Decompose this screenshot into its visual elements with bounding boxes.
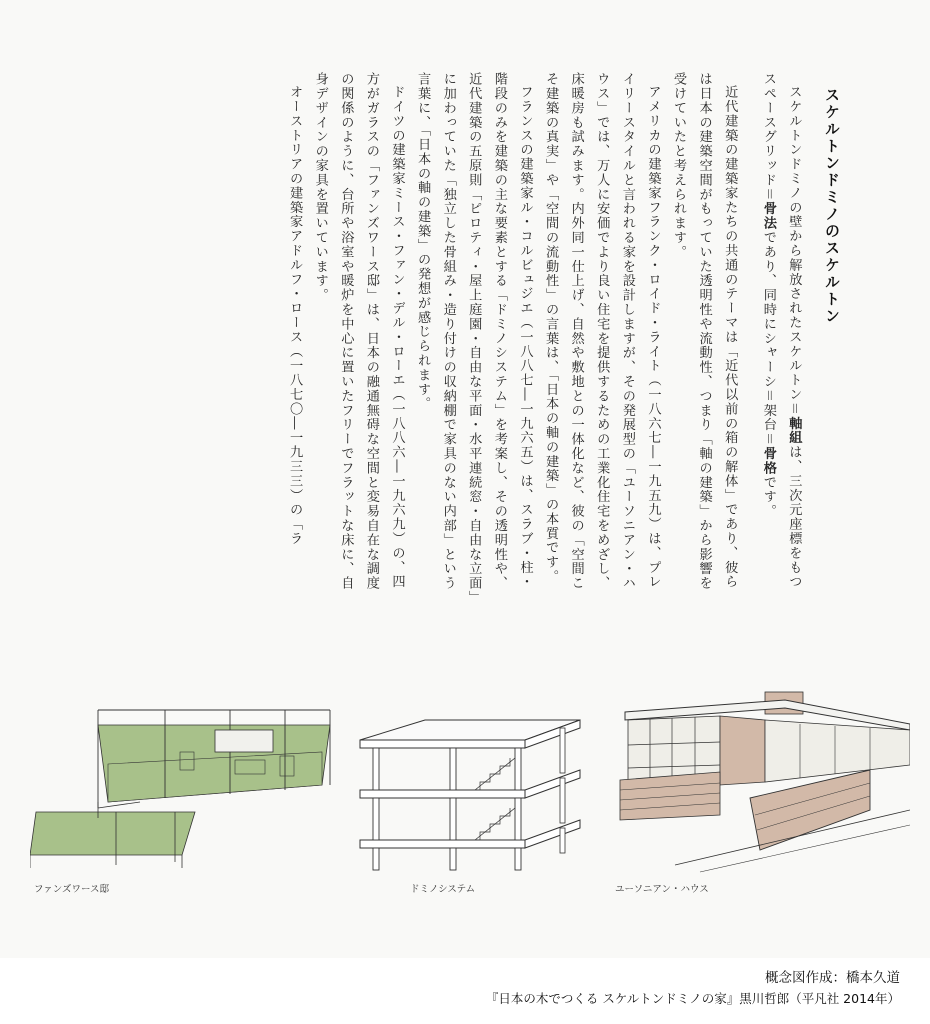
paragraph-loos: オーストリアの建築家アドルフ・ロース（一八七〇―一九三三）の「ラ xyxy=(287,85,303,546)
section-title: スケルトンドミノのスケルトン xyxy=(823,87,841,325)
paragraph-modern-architects: 近代建築の建築家たちの共通のテーマは「近代以前の箱の解体」であり、彼らは日本の建築空間がもっていた透明性や流動性、つまり「軸の建築」から影響を受けていたと考えられます。 xyxy=(671,72,738,591)
usonian-caption: ユーソニアン・ハウス xyxy=(615,884,709,895)
paragraph-wright: アメリカの建築家フランク・ロイド・ライト（一八六七―一九五九）は、プレイリースタイルと言われる家を設計しますが、その発展型の「ユーソニアン・ハウス」では、万人に安価でより良い住宅を提供するための工業化住宅をめざし、床暖房も試みます。内外同一仕上げ、自然や敷地との一体化など、彼の「空間こそ建築の真実」や「空間の流動性」の言葉は、「日本の軸の建築」の本質です。 xyxy=(543,72,661,591)
domino-system-drawing xyxy=(355,690,590,890)
source-citation: 『日本の木でつくる スケルトンドミノの家』黒川哲郎（平凡社 2014年） xyxy=(485,991,900,1006)
article-body xyxy=(282,72,844,602)
farnsworth-caption: ファンズワース邸 xyxy=(34,884,110,895)
credit-line: 概念図作成：橋本久道 xyxy=(765,970,900,986)
farnsworth-house-drawing xyxy=(30,690,335,890)
intro-paragraph: スケルトンドミノの壁から解放されたスケルトン＝軸組は、三次元座標をもつスペースグリッド＝骨法であり、同時にシャーシ＝架台＝骨格です。 xyxy=(760,72,802,590)
domino-caption: ドミノシステム xyxy=(410,884,476,895)
paragraph-mies: ドイツの建築家ミース・ファン・デル・ローエ（一八八六―一九六九）の、四方がガラスの「ファンズワース邸」は、日本の融通無碍な空間と変易自在な調度の関係のように、台所や浴室や暖炉を中心に置いたフリーでフラットな床に、自身デザインの家具を置いています。 xyxy=(312,72,405,591)
paragraph-corbusier: フランスの建築家ル・コルビュジエ（一八八七―一九六五）は、スラブ・柱・階段のみを建築の主な要素とする「ドミノシステム」を考案し、その透明性や、近代建築の五原則「ピロティ・屋上庭園・自由な平面・水平連続窓・自由な立面」に加わっていた「独立した骨組み・造り付けの収納棚で家具のない内部」という言葉に、「日本の軸の建築」の発想が感じられます。 xyxy=(415,72,533,599)
usonian-house-drawing xyxy=(610,690,910,890)
